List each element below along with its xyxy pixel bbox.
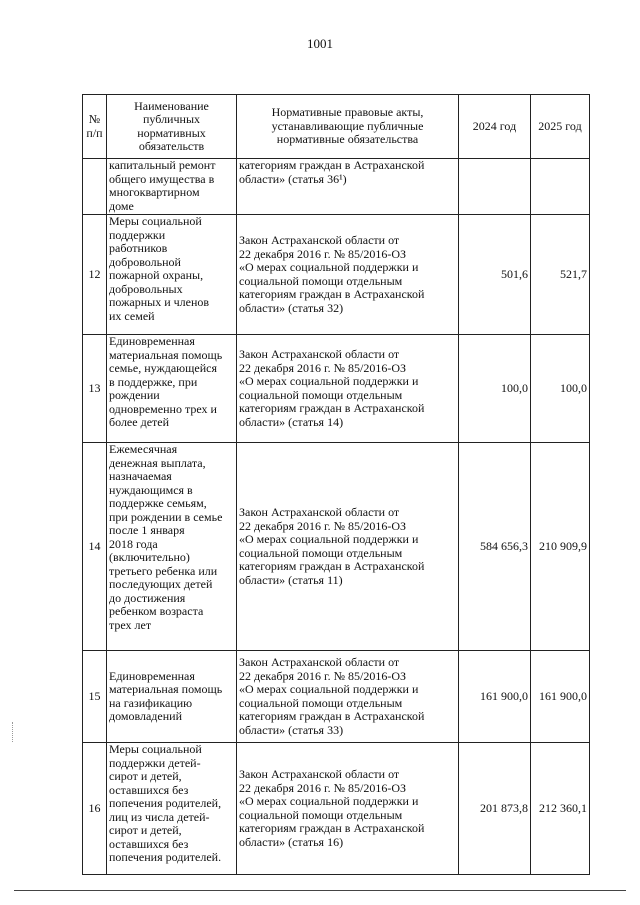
page-number: 1001	[307, 36, 333, 51]
row-2024	[459, 159, 531, 215]
row-name: Меры социальной поддержки детей- сирот и детей, оставшихся без попечения родителей, лиц из числа детей- сирот и детей, оставшихся без попечения родителей.	[107, 743, 237, 875]
header-acts: Нормативные правовые акты, устанавливающие публичные нормативные обязательства	[237, 95, 459, 159]
table-row	[83, 651, 590, 743]
row-num: 16	[83, 743, 107, 875]
header-name: Наименование публичных нормативных обязательств	[107, 95, 237, 159]
row-acts: Закон Астраханской области от 22 декабря 2016 г. № 85/2016-ОЗ «О мерах социальной поддержки и социальной помощи отдельным категориям граждан в Астраханской области» (статья 14)	[237, 335, 459, 443]
row-2024: 100,0	[459, 335, 531, 443]
row-2024: 161 900,0	[459, 651, 531, 743]
row-2025: 100,0	[531, 335, 590, 443]
table-row	[83, 215, 590, 335]
table-row	[83, 335, 590, 443]
row-2024: 501,6	[459, 215, 531, 335]
row-num	[83, 159, 107, 215]
table-row	[83, 159, 590, 215]
row-acts: Закон Астраханской области от 22 декабря 2016 г. № 85/2016-ОЗ «О мерах социальной поддержки и социальной помощи отдельным категориям граждан в Астраханской области» (статья 33)	[237, 651, 459, 743]
obligations-table	[82, 94, 590, 875]
table-row	[83, 443, 590, 651]
page-bottom-rule	[14, 890, 626, 891]
row-2025: 210 909,9	[531, 443, 590, 651]
row-acts: Закон Астраханской области от 22 декабря 2016 г. № 85/2016-ОЗ «О мерах социальной поддержки и социальной помощи отдельным категориям граждан в Астраханской области» (статья 16)	[237, 743, 459, 875]
row-acts: Закон Астраханской области от 22 декабря 2016 г. № 85/2016-ОЗ «О мерах социальной поддержки и социальной помощи отдельным категориям граждан в Астраханской области» (статья 32)	[237, 215, 459, 335]
table-row	[83, 743, 590, 875]
row-name: капитальный ремонт общего имущества в многоквартирном доме	[107, 159, 237, 215]
row-2025: 521,7	[531, 215, 590, 335]
table-header-row	[83, 95, 590, 159]
row-name: Единовременная материальная помощь на газификацию домовладений	[107, 651, 237, 743]
row-num: 14	[83, 443, 107, 651]
row-num: 15	[83, 651, 107, 743]
header-2025: 2025 год	[531, 95, 590, 159]
row-2024: 584 656,3	[459, 443, 531, 651]
header-num: № п/п	[83, 95, 107, 159]
row-name: Единовременная материальная помощь семье, нуждающейся в поддержке, при рождении одновременно трех и более детей	[107, 335, 237, 443]
row-2025	[531, 159, 590, 215]
header-2024: 2024 год	[459, 95, 531, 159]
row-num: 13	[83, 335, 107, 443]
row-name: Меры социальной поддержки работников добровольной пожарной охраны, добровольных пожарных и членов их семей	[107, 215, 237, 335]
scan-artifact	[12, 722, 15, 742]
row-num: 12	[83, 215, 107, 335]
row-name: Ежемесячная денежная выплата, назначаемая нуждающимся в поддержке семьям, при рождении в семье после 1 января 2018 года (включительно) третьего ребенка или последующих детей до достижения ребенком возраста трех лет	[107, 443, 237, 651]
row-2024: 201 873,8	[459, 743, 531, 875]
row-acts: категориям граждан в Астраханской области» (статья 36¹)	[237, 159, 459, 215]
row-2025: 212 360,1	[531, 743, 590, 875]
row-2025: 161 900,0	[531, 651, 590, 743]
row-acts: Закон Астраханской области от 22 декабря 2016 г. № 85/2016-ОЗ «О мерах социальной поддержки и социальной помощи отдельным категориям граждан в Астраханской области» (статья 11)	[237, 443, 459, 651]
